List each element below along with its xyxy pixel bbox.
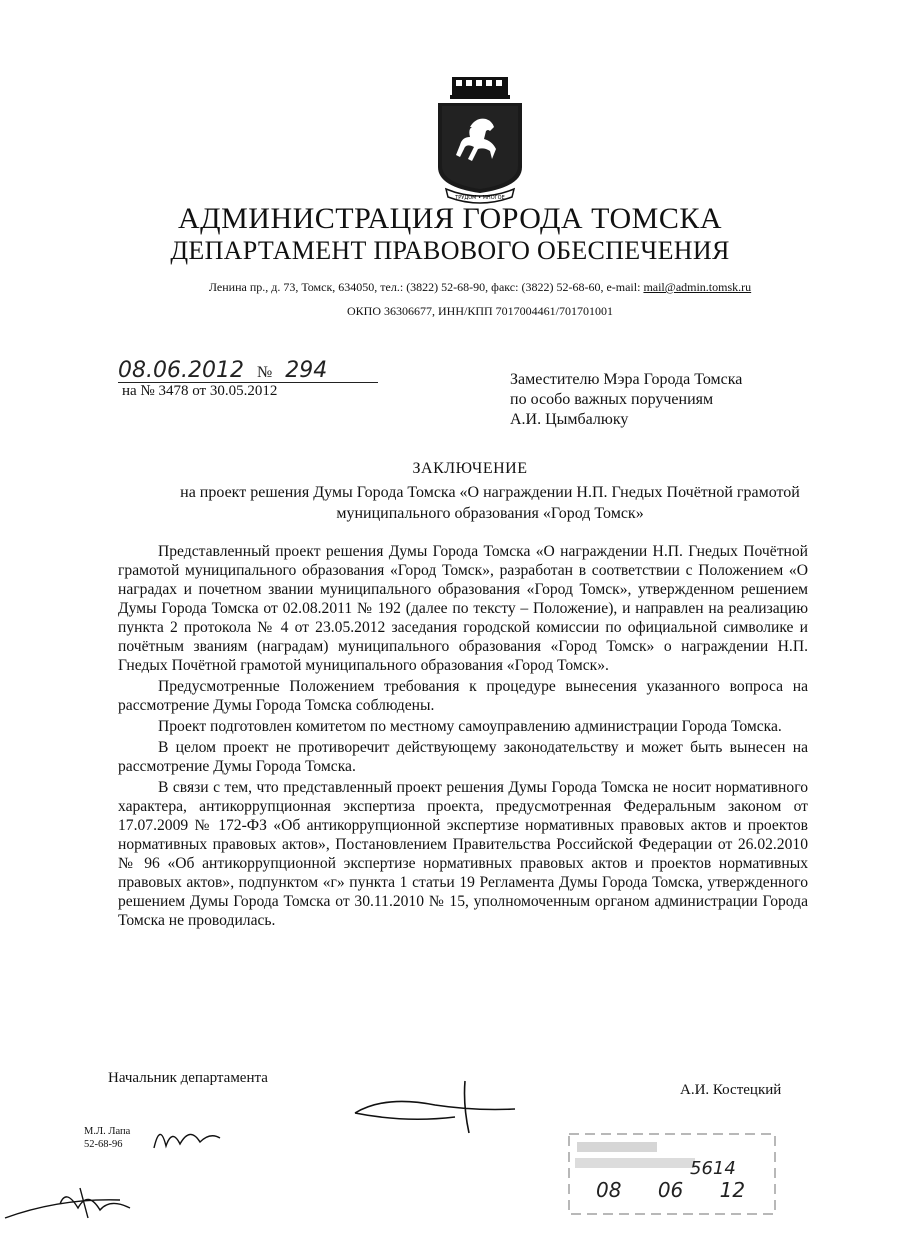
city-coat-of-arms-emblem <box>432 75 528 205</box>
organization-name: АДМИНИСТРАЦИЯ ГОРОДА ТОМСКА <box>177 202 723 235</box>
registration-stamp <box>565 1128 780 1220</box>
body-paragraph: Проект подготовлен комитетом по местному самоуправлению администрации Города Томска. <box>158 718 782 735</box>
department-name: ДЕПАРТАМЕНТ ПРАВОВОГО ОБЕСПЕЧЕНИЯ <box>170 236 730 265</box>
addressee-line: по особо важных поручениям <box>510 391 714 408</box>
number-sign: № <box>256 364 273 381</box>
signatory-name: А.И. Костецкий <box>680 1082 782 1098</box>
document-subtitle: на проект решения Думы Города Томска «О награждении Н.П. Гнедых Почётной грамотой муниципального образования «Город Томск» <box>180 484 800 522</box>
signatory-position: Начальник департамента <box>108 1070 268 1086</box>
outgoing-number: 294 <box>285 358 328 383</box>
stamp-day: 08 <box>596 1178 622 1202</box>
okpo-line: ОКПО 36306677, ИНН/КПП 7017004461/701701001 <box>346 304 613 318</box>
executor-initials-signature <box>150 1118 230 1158</box>
document-title: ЗАКЛЮЧЕНИЕ <box>412 460 528 477</box>
outgoing-date: 08.06.2012 <box>118 358 244 383</box>
stamp-month: 06 <box>657 1178 684 1202</box>
margin-signature-scribble <box>0 1168 180 1228</box>
addressee-line: Заместителю Мэра Города Томска <box>510 371 743 388</box>
stamp-date <box>596 1178 796 1202</box>
reply-reference: на № 3478 от 30.05.2012 <box>122 383 278 399</box>
executor-block <box>84 1125 130 1151</box>
executor-name: М.Л. Лапа <box>84 1126 131 1137</box>
stamp-registration-number: 5614 <box>690 1158 736 1179</box>
handwritten-signature <box>345 1075 525 1135</box>
emblem-motto: ТРУДОМ • МНОГОЕ <box>455 195 505 201</box>
addressee-block <box>510 370 742 430</box>
stamp-year: 12 <box>719 1178 746 1202</box>
email-link[interactable]: mail@admin.tomsk.ru <box>643 280 752 294</box>
contact-line <box>160 280 800 295</box>
body-paragraph: Предусмотренные Положением требования к процедуре вынесения указанного вопроса на рассмотрение Думы Города Томска соблюдены. <box>118 678 808 714</box>
addressee-line: А.И. Цымбалюку <box>510 411 629 428</box>
body-paragraph: В связи с тем, что представленный проект решения Думы Города Томска не носит нормативного характера, антикоррупционная экспертиза проекта, предусмотренная Федеральным законом от 17.07.2009 № 172-ФЗ «Об антикоррупционной экспертизе нормативных правовых актов и проектов нормативных правовых актов», Постановлением Правительства Российской Федерации от 26.02.2010 № 96 «Об антикоррупционной экспертизе нормативных правовых актов и проектов нормативных правовых актов», подпунктом «г» пункта 1 статьи 19 Регламента Думы Города Томска, утвержденного решением Думы Города Томска от 30.11.2010 № 15, уполномоченным органом администрации Города Томска не проводилась. <box>118 779 808 929</box>
executor-phone: 52-68-96 <box>84 1139 123 1150</box>
outgoing-reference <box>118 358 378 383</box>
body-paragraph: Представленный проект решения Думы Города Томска «О награждении Н.П. Гнедых Почётной грамотой муниципального образования «Город Томск», разработан в соответствии с Положением «О наградах и почетном звании муниципального образования «Город Томск», утвержденном решением Думы Города Томска от 02.08.2011 № 192 (далее по тексту – Положение), и направлен на реализацию пункта 2 протокола № 4 от 23.05.2012 заседания городской комиссии по официальной символике и почётным званиям (наградам) муниципального образования «Город Томск» о награждении Н.П. Гнедых Почётной грамотой муниципального образования «Город Томск». <box>118 543 808 674</box>
contact-address: Ленина пр., д. 73, Томск, 634050, тел.: (3822) 52-68-90, факс: (3822) 52-68-60, e-mail: <box>208 280 644 294</box>
crown-icon <box>450 77 510 99</box>
document-body <box>118 542 808 932</box>
body-paragraph: В целом проект не противоречит действующему законодательству и может быть вынесен на рассмотрение Думы Города Томска. <box>118 739 808 775</box>
